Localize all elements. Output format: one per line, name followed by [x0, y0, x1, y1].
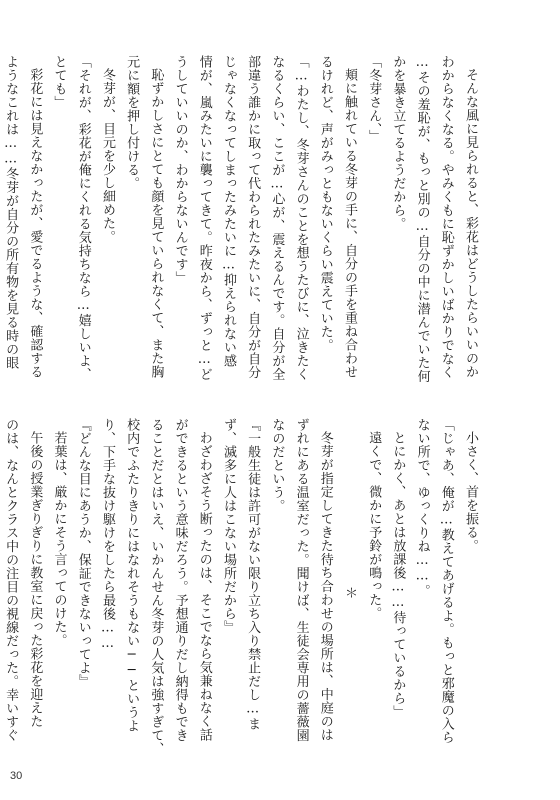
- upper-column-16: 冬芽が、目元を少し細めた。: [99, 68, 115, 244]
- lower-column-10: ずれにある温室だった。聞けば、生徒会専用の薔薇園: [293, 418, 309, 742]
- upper-column-9: なるくらい、ここが…心が、震えるんです。自分が全: [269, 55, 285, 381]
- upper-column-13: うしていいのか、わからないんです」: [172, 55, 188, 285]
- lower-column-20: 若葉は、厳かにそう言ってのけた。: [51, 431, 67, 647]
- upper-column-15: 元に額を押し付ける。: [124, 55, 140, 190]
- text-block-lower: [3, 418, 482, 768]
- lower-column-17: 校内でふたりきりにはなれそうもない──というよ: [124, 418, 140, 733]
- text-block-upper: [3, 55, 482, 405]
- lower-column-22: のは、なんとクラス中の注目の視線だった。幸いすぐ: [3, 418, 19, 742]
- upper-column-18: とても」: [51, 55, 67, 109]
- upper-column-10: 部違う誰かに取って代わられたみたいに、自分が自分: [245, 55, 261, 379]
- lower-column-9: 冬芽が指定してきた待ち合わせの場所は、中庭のは: [317, 431, 333, 742]
- upper-column-5: 「冬芽さん、」: [366, 55, 382, 143]
- lower-column-4: とにかく、あとは放課後……待っているから」: [390, 431, 406, 719]
- lower-column-15: ができるという意味だろう。予想通りだし納得もでき: [172, 418, 188, 742]
- lower-column-11: なのだという。: [269, 418, 285, 513]
- lower-column-21: 午後の授業ぎりぎりに教室に戻った彩花を迎えた: [27, 431, 43, 728]
- upper-column-12: 情が、嵐みたいに襲ってきて。昨夜から、ずっと…ど: [196, 55, 212, 381]
- lower-column-2: 「じゃあ、俺が…教えてあげるよ。もっと邪魔の入ら: [438, 418, 454, 744]
- lower-column-1: 小さく、首を振る。: [463, 431, 478, 553]
- lower-column-3: ない所で、ゆっくりね……。: [414, 418, 430, 598]
- upper-column-11: じゃなくなってしまったみたいに…抑えられない感: [220, 55, 236, 368]
- lower-column-19: 『どんな目にあうか、保証できないってよ』: [75, 418, 91, 688]
- lower-column-5: 遠くで、微かに予鈴が鳴った。: [366, 431, 382, 620]
- upper-column-7: るけれど、声がみっともないくらい震えていた。: [317, 55, 333, 352]
- upper-column-2: わからなくなる。やみくもに恥ずかしいばかりでなく: [438, 55, 454, 379]
- upper-column-19: 彩花には見えなかったが、愛でるような、確認する: [27, 68, 43, 379]
- upper-column-1: そんな風に見られると、彩花はどうしたらいいのか: [463, 68, 478, 379]
- upper-column-4: かを暴き立てるようだから。: [390, 55, 406, 231]
- upper-column-8: 「…わたし、冬芽さんのことを想うたびに、泣きたく: [293, 55, 309, 381]
- lower-column-18: り、下手な抜け駆けをしたら最後……: [99, 418, 115, 652]
- upper-column-17: 「それが、彩花が俺にくれる気持ちなら…嬉しいよ、: [75, 55, 91, 381]
- upper-column-6: 頬に触れている冬芽の手に、自分の手を重ね合わせ: [341, 68, 357, 379]
- page-number: 30: [10, 770, 23, 782]
- upper-column-3: …その羞恥が、もっと別の…自分の中に潜んでいた何: [414, 55, 430, 383]
- upper-column-14: 恥ずかしさにとても顔を見ていられなくて、また胸: [148, 68, 164, 379]
- lower-column-16: ることだとはいえ、いかんせん冬芽の人気は強すぎて、: [148, 418, 164, 756]
- lower-column-7: ＊: [341, 586, 357, 600]
- lower-column-13: ず、滅多に人はこない場所だから』: [220, 418, 236, 634]
- lower-column-12: 『一般生徒は許可がない限り立ち入り禁止だし…ま: [245, 418, 261, 731]
- lower-column-14: わざわざそう断ったのは、そこでなら気兼ねなく話: [196, 431, 212, 742]
- upper-column-20: ようなこれは……冬芽が自分の所有物を見る時の眼: [3, 55, 19, 370]
